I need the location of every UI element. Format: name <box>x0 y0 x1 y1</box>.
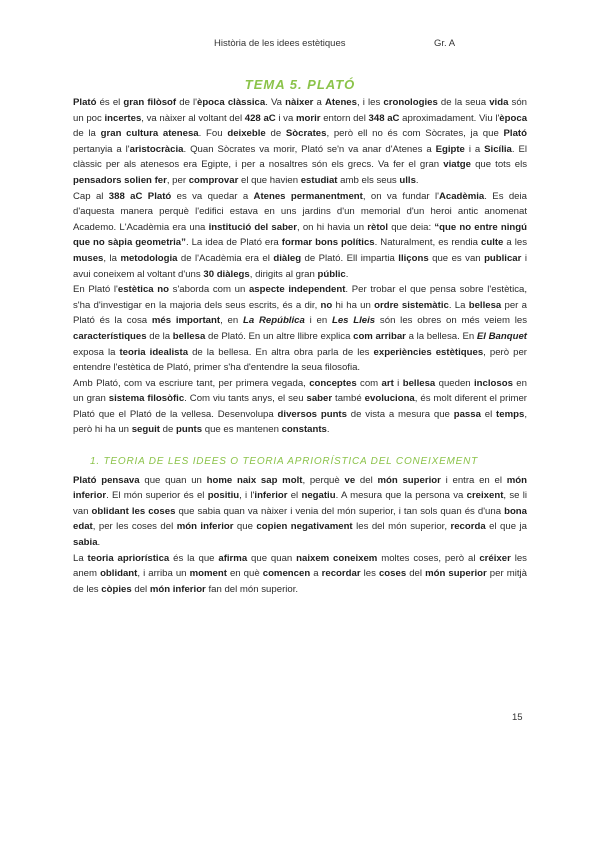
emphasis: Plató <box>73 97 97 108</box>
emphasis: oblidant les coses <box>91 505 176 517</box>
emphasis: Plató pensava <box>73 474 140 486</box>
emphasis: rètol <box>367 221 389 233</box>
emphasis: Atenes permanentment <box>253 190 363 202</box>
emphasis: muses <box>73 252 104 264</box>
emphasis: ve <box>344 474 356 486</box>
emphasis: conceptes <box>309 377 357 389</box>
emphasis: Acadèmia <box>438 190 485 202</box>
emphasis: vida <box>489 97 509 108</box>
emphasis: bellesa <box>172 330 206 342</box>
emphasis: constants <box>281 424 327 436</box>
work-title: La República <box>242 315 305 327</box>
emphasis: món inferior <box>149 583 206 595</box>
emphasis: nàixer <box>285 97 314 108</box>
section-heading: 1. TEORIA DE LES IDEES O TEORIA APRIORÍSTICA DEL CONEIXEMENT <box>90 456 479 468</box>
emphasis: deixeble <box>227 128 266 140</box>
paragraph: En Plató l'estètica no s'aborda com un aspecte independent. Per trobar el que pensa sobre l'estètica, s'ha d'investigar en la majoria dels seus escrits, és a dir, no hi ha un ordre sistemàtic. La bellesa per a Plató és la cosa més important, en La República i en Les Lleis són les obres on més veiem les característiques de la bellesa de Plató. En un altre llibre explica com arribar a la bellesa. En El Banquet exposa la teoria idealista de la bellesa. En altra obra parla de les experiències estètiques, però per entendre l'estètica de Plató, primer s'ha d'entendre la seua filosofia. <box>73 284 528 374</box>
emphasis: naixem coneixem <box>296 552 378 564</box>
emphasis: 30 diàlegs <box>203 268 250 280</box>
work-title: Les Lleis <box>331 315 376 327</box>
header-title: Història de les idees estètiques <box>214 38 346 49</box>
emphasis: morir <box>296 112 321 124</box>
emphasis: metodologia <box>120 252 178 264</box>
emphasis: punts <box>175 424 203 436</box>
emphasis: culte <box>481 237 504 249</box>
work-title: El Banquet <box>476 330 528 342</box>
emphasis: copien negativament <box>256 521 353 533</box>
emphasis: món inferior <box>176 521 234 533</box>
emphasis: món superior <box>377 474 441 486</box>
emphasis: aspecte independent <box>248 284 346 296</box>
emphasis: comprovar <box>188 174 239 186</box>
emphasis: moment <box>189 568 227 580</box>
emphasis: diàleg <box>273 252 302 264</box>
emphasis: estètica no <box>117 284 170 296</box>
emphasis: inferior <box>254 490 288 502</box>
emphasis: Sicília <box>484 143 512 155</box>
emphasis: institució del saber <box>208 221 297 233</box>
emphasis: època clàssica <box>196 97 266 108</box>
emphasis: Sòcrates <box>285 128 327 140</box>
document-title: TEMA 5. PLATÓ <box>244 77 356 92</box>
emphasis: teoria apriorística <box>87 552 170 564</box>
emphasis: “que no entre ningú que no sàpia geometria” <box>73 221 527 249</box>
emphasis: característiques <box>73 330 147 342</box>
page-number: 15 <box>512 712 523 723</box>
emphasis: Egipte <box>435 143 465 155</box>
emphasis: temps <box>496 408 525 420</box>
paragraph: La teoria apriorística és la que afirma que quan naixem coneixem moltes coses, però al créixer les anem oblidant, i arriba un moment en què comencen a recordar les coses del món superior per mitjà de les còpies del món inferior fan del món superior. <box>73 552 527 595</box>
emphasis: comencen <box>262 568 311 580</box>
emphasis: no <box>320 299 333 311</box>
emphasis: publicar <box>484 252 522 264</box>
emphasis: diversos punts <box>277 408 347 420</box>
emphasis: sistema filosòfic <box>108 393 185 405</box>
emphasis: Plató <box>503 128 527 140</box>
emphasis: oblidant <box>100 568 138 580</box>
emphasis: Atenes <box>324 97 357 108</box>
emphasis: bellesa <box>468 299 502 311</box>
emphasis: 388 aC Plató <box>108 190 172 202</box>
emphasis: art <box>381 377 394 389</box>
emphasis: gran filòsof <box>123 97 177 108</box>
emphasis: inclosos <box>474 377 513 389</box>
emphasis: formar bons polítics <box>281 237 375 249</box>
emphasis: afirma <box>218 552 248 564</box>
emphasis: món inferior <box>73 474 528 502</box>
emphasis: estudiat <box>300 174 338 186</box>
emphasis: negatiu <box>301 490 336 502</box>
emphasis: saber <box>306 393 333 405</box>
emphasis: lliçons <box>398 252 429 264</box>
emphasis: època <box>499 112 528 124</box>
emphasis: cronologies <box>383 97 438 108</box>
emphasis: seguit <box>131 424 160 436</box>
emphasis: món superior <box>425 568 487 580</box>
emphasis: ulls <box>399 174 416 186</box>
emphasis: recordar <box>321 568 361 580</box>
emphasis: créixer <box>479 552 511 564</box>
paragraph: Cap al 388 aC Plató es va quedar a Atenes permanentment, on va fundar l'Acadèmia. Es deia d'aquesta manera perquè l'edifici estava en uns jardins d'un memorial d'un heroi antic anomenat Academo. L'Acadèmia era una institució del saber, on hi havia un rètol que deia: “que no entre ningú que no sàpia geometria”. La idea de Plató era formar bons polítics. Naturalment, es rendia culte a les muses, la metodologia de l'Acadèmia era el diàleg de Plató. Ell impartia lliçons que es van publicar i avui coneixem al voltant d'uns 30 diàlegs, dirigits al gran públic. <box>73 190 527 280</box>
emphasis: com arribar <box>353 330 406 342</box>
paragraph: Plató pensava que quan un home naix sap molt, perquè ve del món superior i entra en el món inferior. El món superior és el positiu, i l'inferior el negatiu. A mesura que la persona va creixent, se li van oblidant les coses que sabia quan va nàixer i venia del món superior, i tan sols quan és d'una bona edat, per les coses del món inferior que copien negativament les del món superior, recorda el que ja sabia. <box>73 474 528 549</box>
emphasis: 428 aC <box>244 112 276 124</box>
emphasis: teoria idealista <box>119 346 189 358</box>
emphasis: positiu <box>207 490 240 502</box>
emphasis: passa <box>453 408 481 420</box>
emphasis: evoluciona <box>364 393 415 405</box>
emphasis: aristocràcia <box>129 143 184 155</box>
emphasis: creixent <box>466 490 504 502</box>
emphasis: experiències estètiques <box>373 346 484 358</box>
emphasis: coses <box>378 568 407 580</box>
emphasis: home naix sap molt <box>206 474 303 486</box>
header-group: Gr. A <box>434 38 456 49</box>
emphasis: ordre sistemàtic <box>374 299 449 311</box>
emphasis: recorda <box>450 521 486 533</box>
emphasis: públic <box>317 268 346 280</box>
paragraph: Plató és el gran filòsof de l'època clàssica. Va nàixer a Atenes, i les cronologies de la seua vida són un poc incertes, va nàixer al voltant del 428 aC i va morir entorn del 348 aC aproximadament. Viu l'època de la gran cultura atenesa. Fou deixeble de Sòcrates, però ell no és com Sòcrates, ja que Plató pertanyia a l'aristocràcia. Quan Sòcrates va morir, Plató se'n va anar d'Atenes a Egipte i a Sicília. El clàssic per als atenesos era Egipte, i per a nosaltres són els grecs. Va fer el gran viatge que tots els pensadors solien fer, per comprovar el que havien estudiat amb els seus ulls. <box>73 97 528 186</box>
emphasis: incertes <box>104 112 142 124</box>
emphasis: més important <box>151 315 221 327</box>
emphasis: bellesa <box>402 377 436 389</box>
paragraph: Amb Plató, com va escriure tant, per primera vegada, conceptes com art i bellesa queden inclosos en un gran sistema filosòfic. Com viu tants anys, el seu saber també evoluciona, és molt diferent el primer Plató que el Plató de la vellesa. Desenvolupa diversos punts de vista a mesura que passa el temps, però hi ha un seguit de punts que es mantenen constants. <box>73 377 527 436</box>
emphasis: bona edat <box>73 505 527 533</box>
emphasis: 348 aC <box>368 112 400 124</box>
emphasis: pensadors solien fer <box>73 174 167 186</box>
document-body <box>73 95 527 597</box>
emphasis: gran cultura atenesa <box>100 128 199 140</box>
emphasis: còpies <box>101 583 132 595</box>
emphasis: sabia <box>73 537 98 549</box>
emphasis: viatge <box>443 159 471 171</box>
